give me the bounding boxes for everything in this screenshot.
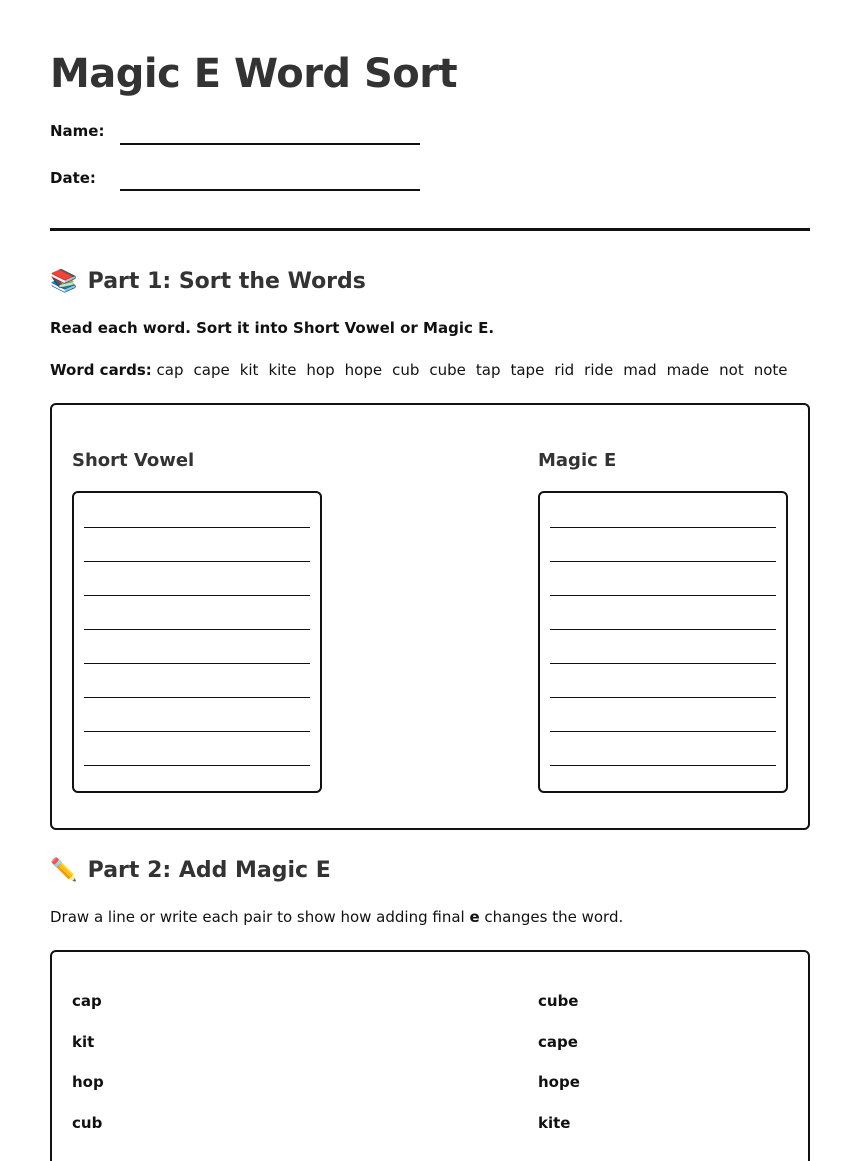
part1-title: Part 1: Sort the Words	[87, 269, 366, 294]
write-line[interactable]	[84, 527, 310, 528]
word-card: kite	[268, 361, 297, 379]
word-card: tape	[510, 361, 545, 379]
word-card: note	[753, 361, 788, 379]
write-line[interactable]	[550, 731, 776, 732]
right-pair-word: cube	[538, 992, 579, 1010]
date-label: Date:	[50, 169, 96, 187]
right-pair-word: kite	[538, 1113, 571, 1132]
date-field-row	[50, 169, 430, 199]
word-cards-label: Word cards:	[50, 361, 152, 379]
part2-title-row	[50, 856, 331, 886]
part2-instruction-after: changes the word.	[479, 908, 624, 926]
part2-instruction	[50, 908, 623, 926]
magic-e-heading: Magic E	[538, 450, 617, 471]
write-line[interactable]	[84, 731, 310, 732]
word-card: cap	[156, 361, 184, 379]
pencil-icon: ✏️	[50, 858, 78, 883]
right-pair-word: cape	[538, 1032, 578, 1051]
part2-instruction-bold: e	[469, 908, 480, 926]
word-card: hope	[344, 361, 383, 379]
page-title: Magic E Word Sort	[50, 51, 458, 97]
word-card: tap	[475, 361, 501, 379]
write-line[interactable]	[84, 561, 310, 562]
word-card: cub	[392, 361, 420, 379]
right-pair-word: hope	[538, 1073, 580, 1091]
write-line[interactable]	[550, 765, 776, 766]
write-line[interactable]	[84, 595, 310, 596]
write-line[interactable]	[550, 595, 776, 596]
books-icon: 📚	[50, 269, 78, 294]
write-line[interactable]	[550, 697, 776, 698]
sort-box	[50, 403, 810, 830]
write-line[interactable]	[550, 561, 776, 562]
left-pair-word: kit	[72, 1032, 95, 1051]
word-card: kit	[239, 361, 259, 379]
word-cards-list	[157, 361, 798, 379]
word-card: hop	[306, 361, 335, 379]
left-pair-word: cub	[72, 1113, 103, 1132]
word-card: ride	[584, 361, 614, 379]
name-field-row	[50, 122, 430, 152]
write-line[interactable]	[550, 663, 776, 664]
left-pair-word: cap	[72, 992, 102, 1010]
write-line[interactable]	[550, 527, 776, 528]
name-write-line[interactable]	[120, 143, 420, 145]
part2-title: Part 2: Add Magic E	[87, 858, 331, 883]
part1-title-row	[50, 267, 366, 297]
short-vowel-write-box[interactable]	[72, 491, 322, 793]
part1-instruction: Read each word. Sort it into Short Vowel or Magic E.	[50, 319, 495, 337]
write-line[interactable]	[84, 697, 310, 698]
word-card: rid	[554, 361, 575, 379]
word-card: cube	[429, 361, 466, 379]
header-divider	[50, 228, 810, 231]
pair-matching-box	[50, 950, 810, 1161]
word-card: mad	[623, 361, 657, 379]
short-vowel-heading: Short Vowel	[72, 450, 195, 471]
word-card: made	[666, 361, 710, 379]
name-label: Name:	[50, 122, 105, 140]
write-line[interactable]	[84, 765, 310, 766]
write-line[interactable]	[84, 663, 310, 664]
date-write-line[interactable]	[120, 189, 420, 191]
word-card: cape	[193, 361, 230, 379]
part2-instruction-before: Draw a line or write each pair to show how adding final	[50, 908, 470, 926]
write-line[interactable]	[84, 629, 310, 630]
word-card: not	[719, 361, 744, 379]
left-pair-word: hop	[72, 1073, 104, 1091]
magic-e-write-box[interactable]	[538, 491, 788, 793]
word-cards-row	[50, 361, 798, 379]
write-line[interactable]	[550, 629, 776, 630]
